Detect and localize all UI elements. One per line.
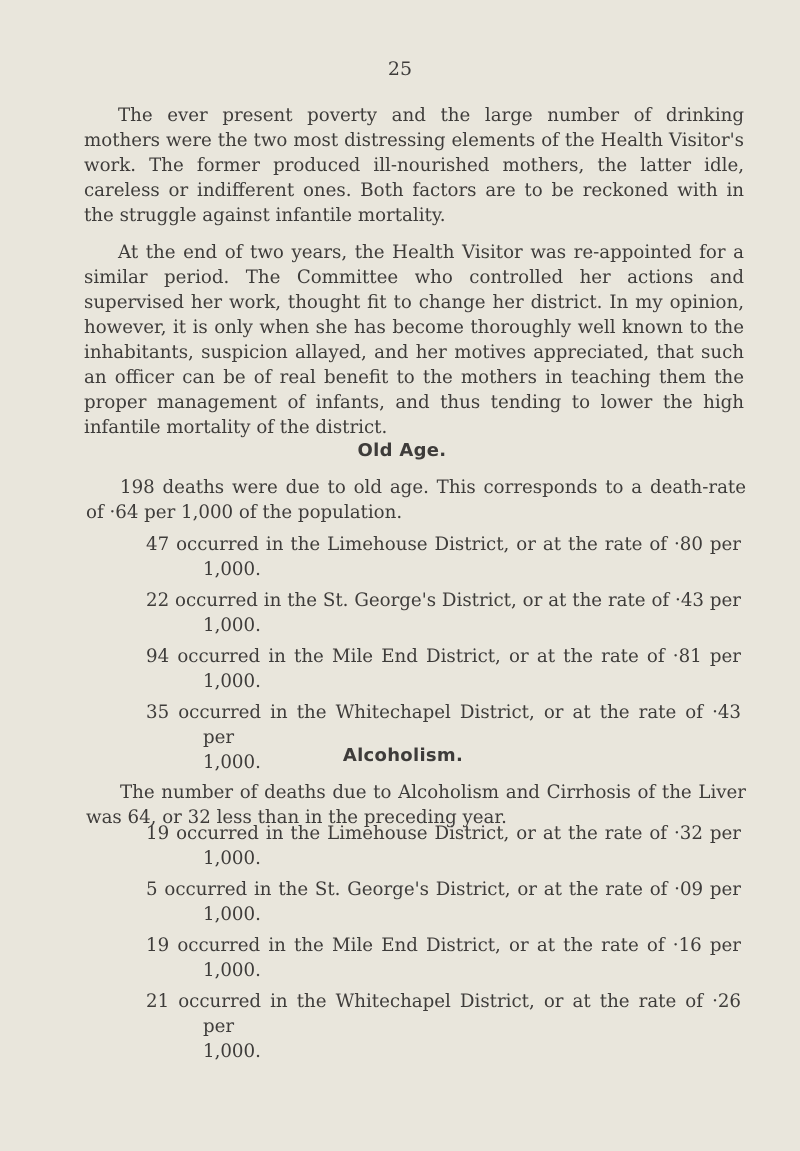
list-item-text: 22 occurred in the St. George's District, or at the rate of ·43 per <box>146 590 741 611</box>
list-item-tail: 1,000. <box>203 752 261 773</box>
list-item-tail: 1,000. <box>203 904 261 925</box>
list-item-text: 5 occurred in the St. George's District, or at the rate of ·09 per <box>146 879 741 900</box>
list-item-text: 47 occurred in the Limehouse District, or at the rate of ·80 per <box>146 534 741 555</box>
paragraph-alcoholism-intro: The number of deaths due to Alcoholism and Cirrhosis of the Liver was 64, or 32 less than in the preceding year. <box>86 782 746 828</box>
list-item-text: 19 occurred in the Limehouse District, or at the rate of ·32 per <box>146 823 741 844</box>
section-heading-alcoholism: Alcoholism. <box>342 745 464 766</box>
list-item-text: 35 occurred in the Whitechapel District, or at the rate of ·43 per <box>146 702 741 748</box>
paragraph-health-visitor: At the end of two years, the Health Visitor was re-appointed for a similar period. The Committee who controlled her actions and supervised her work, thought fit to change her district. In my opinion, however, it is only when she has become thoroughly well known to the inhabitants, suspicion allayed, and her motives appreciated, that such an officer can be of real benefit to the mothers in teaching them the proper management of infants, and thus tending to lower the high infantile mortality of the district. <box>84 242 744 438</box>
page-number: 25 <box>387 58 413 80</box>
list-item-tail: 1,000. <box>203 559 261 580</box>
list-item-tail: 1,000. <box>203 1041 261 1062</box>
list-item-text: 21 occurred in the Whitechapel District, or at the rate of ·26 per <box>146 991 741 1037</box>
list-item-tail: 1,000. <box>203 615 261 636</box>
list-item <box>146 989 741 1064</box>
list-item-text: 19 occurred in the Mile End District, or at the rate of ·16 per <box>146 935 741 956</box>
list-item-text: 94 occurred in the Mile End District, or at the rate of ·81 per <box>146 646 741 667</box>
list-item <box>146 588 741 638</box>
paragraph-poverty: The ever present poverty and the large number of drinking mothers were the two most distressing elements of the Health Visitor's work. The former produced ill-nourished mothers, the latter idle, careless or indifferent ones. Both factors are to be reckoned with in the struggle against infantile mortality. <box>84 105 744 226</box>
list-item <box>146 933 741 983</box>
list-item-tail: 1,000. <box>203 671 261 692</box>
list-item-tail: 1,000. <box>203 848 261 869</box>
list-item <box>146 821 741 871</box>
old-age-district-list <box>146 532 741 781</box>
section-heading-old-age: Old Age. <box>357 440 447 461</box>
list-item <box>146 644 741 694</box>
paragraph-old-age-intro: 198 deaths were due to old age. This corresponds to a death-rate of ·64 per 1,000 of the population. <box>86 477 746 523</box>
list-item <box>146 877 741 927</box>
alcoholism-district-list <box>146 821 741 1070</box>
list-item-tail: 1,000. <box>203 960 261 981</box>
list-item <box>146 532 741 582</box>
